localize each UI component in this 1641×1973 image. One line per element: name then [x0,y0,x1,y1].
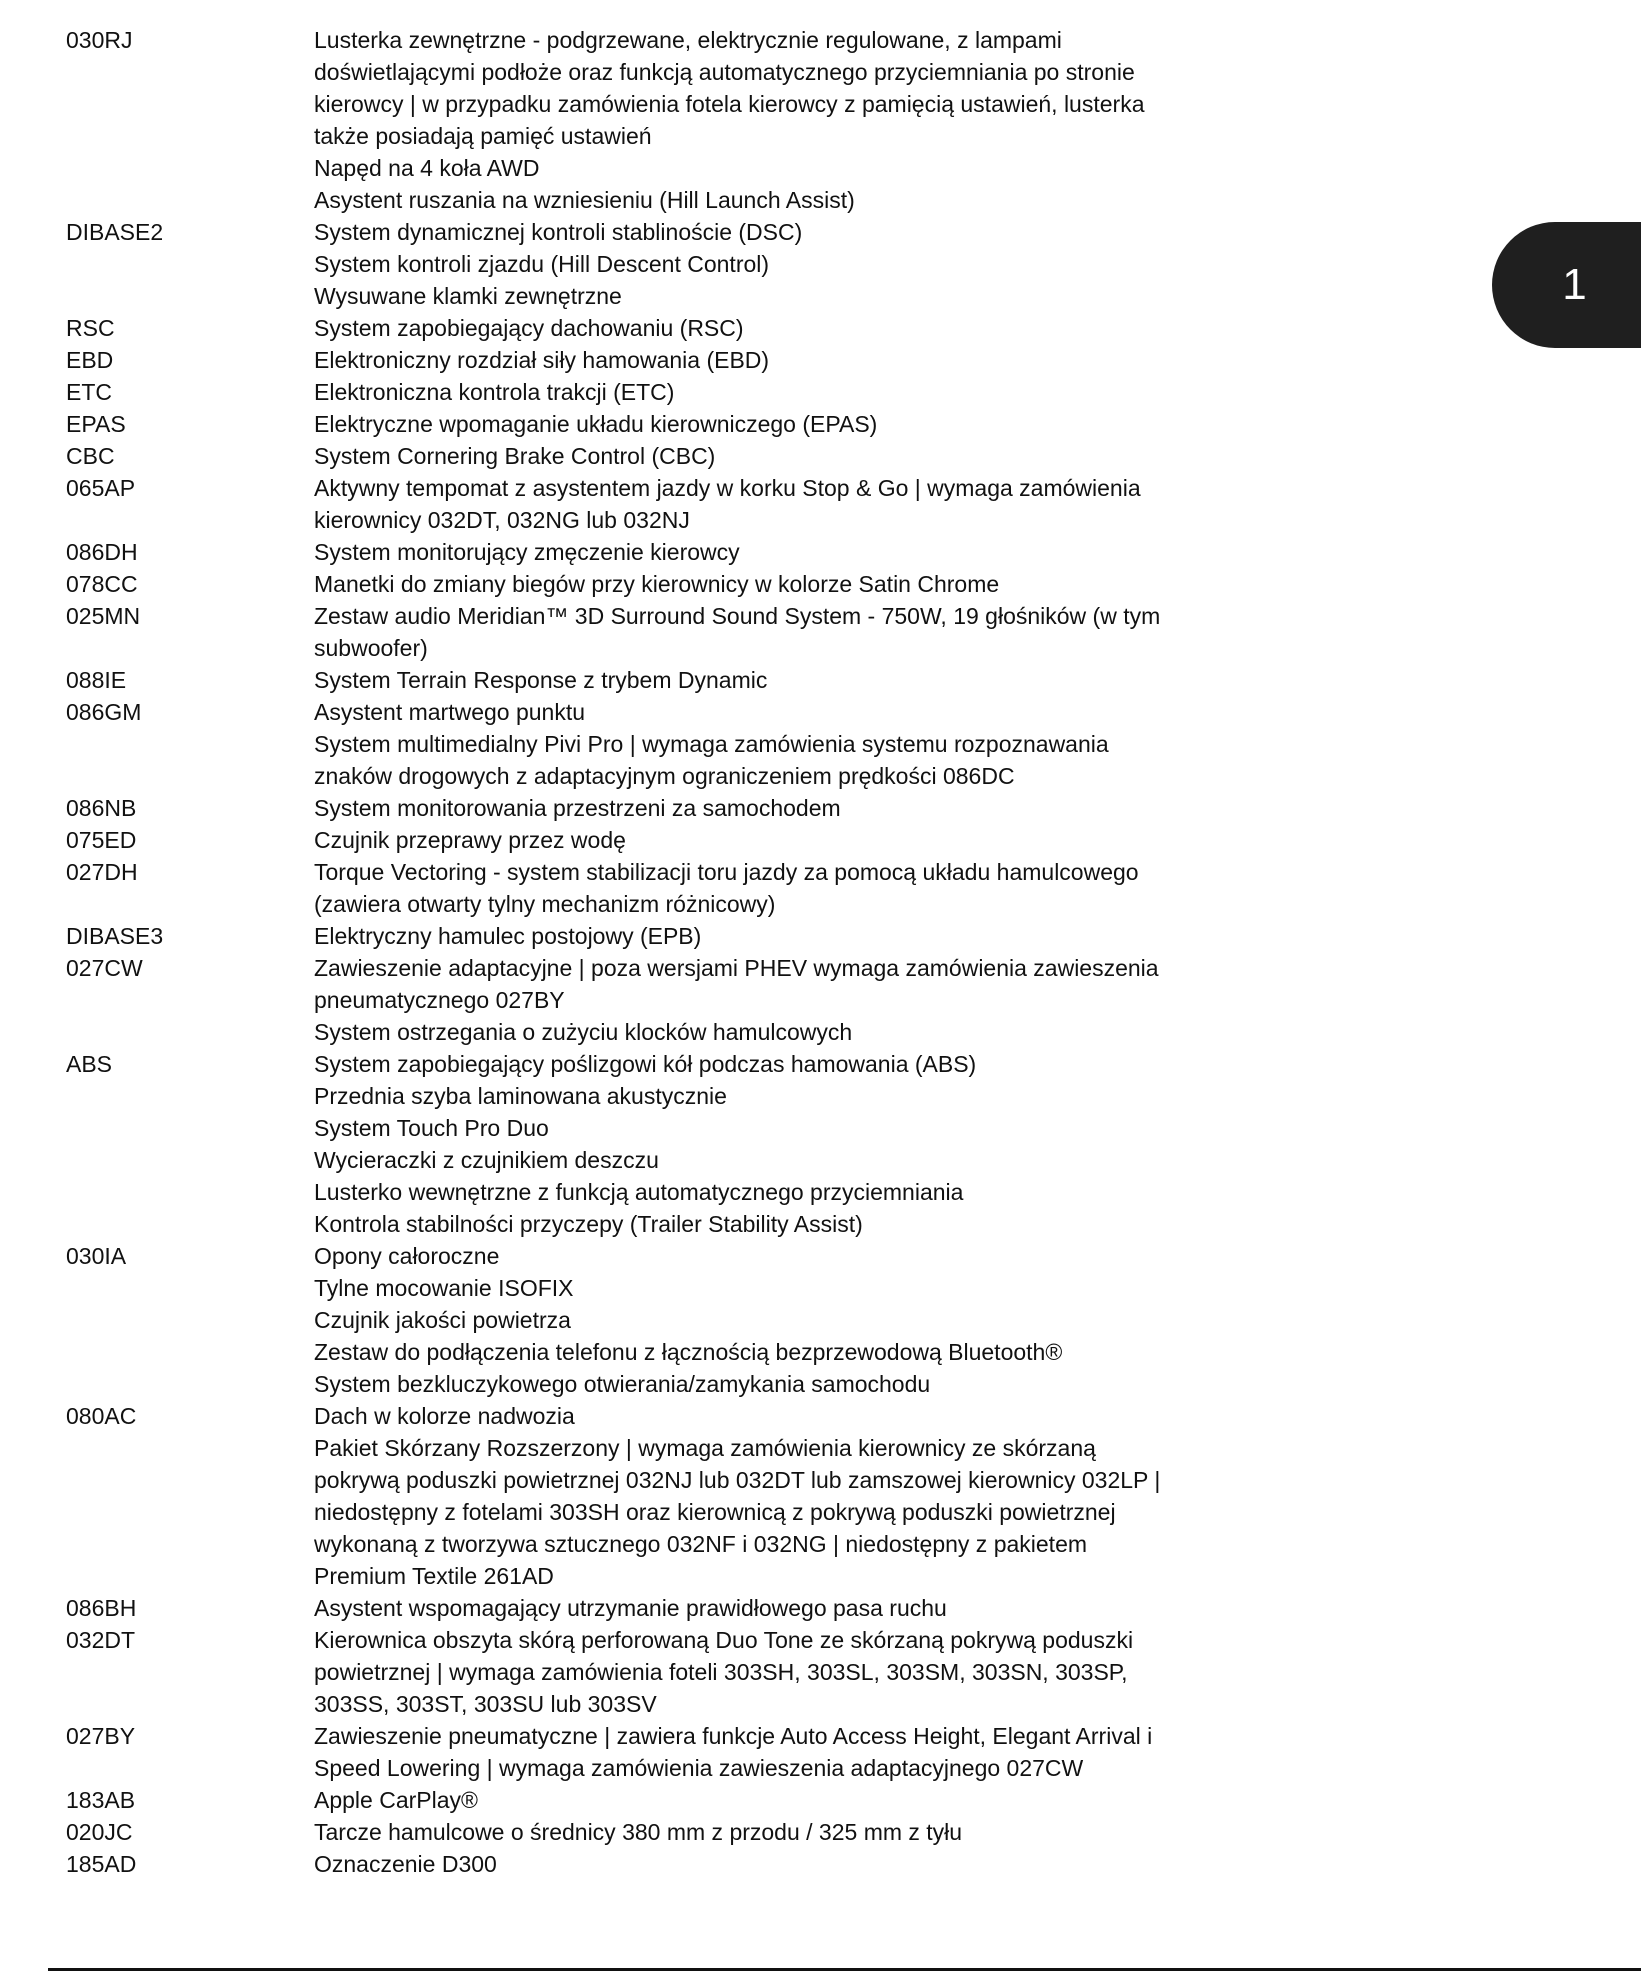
option-description [314,1432,1214,1592]
option-description [314,1400,1214,1432]
description-line: Opony całoroczne [314,1243,500,1269]
description-line: Asystent wspomagający utrzymanie prawidłowego pasa ruchu [314,1595,947,1621]
description-line: System ostrzegania o zużyciu klocków hamulcowych [314,1019,853,1045]
spec-row [66,280,1216,312]
option-description [314,1816,1214,1848]
option-description [314,1624,1214,1720]
option-description [314,600,1214,664]
description-line: Pakiet Skórzany Rozszerzony | wymaga zamówienia kierownicy ze skórzaną [314,1435,1096,1461]
description-line: Czujnik przeprawy przez wodę [314,827,626,853]
description-line: Zestaw audio Meridian™ 3D Surround Sound System - 750W, 19 głośników (w tym [314,603,1161,629]
option-code [66,1176,314,1208]
description-line: Napęd na 4 koła AWD [314,155,540,181]
option-description [314,1016,1214,1048]
spec-row [66,1432,1216,1592]
option-description [314,280,1214,312]
option-code: EBD [66,347,114,373]
description-line: Zawieszenie pneumatyczne | zawiera funkcje Auto Access Height, Elegant Arrival i [314,1723,1153,1749]
description-line: Oznaczenie D300 [314,1851,497,1877]
description-line: System kontroli zjazdu (Hill Descent Control) [314,251,770,277]
option-description [314,376,1214,408]
description-line: pokrywą poduszki powietrznej 032NJ lub 032DT lub zamszowej kierownicy 032LP | [314,1467,1161,1493]
option-description [314,824,1214,856]
description-line: 303SS, 303ST, 303SU lub 303SV [314,1691,657,1717]
spec-row [66,24,1216,152]
option-code: RSC [66,315,115,341]
description-line: System dynamicznej kontroli stablinoście (DSC) [314,219,803,245]
description-line: Zestaw do podłączenia telefonu z łącznością bezprzewodową Bluetooth® [314,1339,1063,1365]
option-description [314,696,1214,728]
spec-row [66,248,1216,280]
description-line: Elektroniczny rozdział siły hamowania (EBD) [314,347,770,373]
option-code: 027BY [66,1723,136,1749]
spec-row [66,312,1216,344]
spec-row [66,1080,1216,1112]
description-line: System Cornering Brake Control (CBC) [314,443,716,469]
description-line: wykonaną z tworzywa sztucznego 032NF i 032NG | niedostępny z pakietem [314,1531,1088,1557]
page-number: 1 [1562,260,1587,309]
description-line: subwoofer) [314,635,428,661]
description-line: System bezkluczykowego otwierania/zamykania samochodu [314,1371,931,1397]
option-description [314,536,1214,568]
description-line: Manetki do zmiany biegów przy kierownicy w kolorze Satin Chrome [314,571,1000,597]
description-line: Elektryczne wpomaganie układu kierowniczego (EPAS) [314,411,878,437]
option-description [314,664,1214,696]
spec-row [66,1336,1216,1368]
option-description [314,1720,1214,1784]
spec-row [66,728,1216,792]
option-code: CBC [66,443,115,469]
description-line: Lusterka zewnętrzne - podgrzewane, elektrycznie regulowane, z lampami [314,27,1062,53]
bottom-divider [48,1968,1641,1971]
option-code [66,1432,314,1464]
description-line: Wycieraczki z czujnikiem deszczu [314,1147,659,1173]
option-code: 183AB [66,1787,136,1813]
option-code: DIBASE2 [66,219,164,245]
option-code: 088IE [66,667,127,693]
option-code [66,1272,314,1304]
description-line: (zawiera otwarty tylny mechanizm różnicowy) [314,891,776,917]
option-code: 078CC [66,571,138,597]
option-code: ETC [66,379,112,405]
option-description [314,248,1214,280]
spec-row [66,1048,1216,1080]
option-description [314,856,1214,920]
description-line: System zapobiegający poślizgowi kół podczas hamowania (ABS) [314,1051,977,1077]
spec-row [66,1112,1216,1144]
description-line: Speed Lowering | wymaga zamówienia zawieszenia adaptacyjnego 027CW [314,1755,1084,1781]
description-line: Kierownica obszyta skórą perforowaną Duo Tone ze skórzaną pokrywą poduszki [314,1627,1134,1653]
option-code: 027DH [66,859,138,885]
description-line: System monitorujący zmęczenie kierowcy [314,539,740,565]
description-line: System Terrain Response z trybem Dynamic [314,667,768,693]
option-description [314,344,1214,376]
option-code: 086DH [66,539,138,565]
spec-row [66,1816,1216,1848]
spec-row [66,1144,1216,1176]
spec-row [66,696,1216,728]
spec-row [66,1400,1216,1432]
spec-row [66,152,1216,184]
description-line: Asystent martwego punktu [314,699,586,725]
option-code: 032DT [66,1627,136,1653]
spec-row [66,1848,1216,1880]
description-line: doświetlającymi podłoże oraz funkcją automatycznego przyciemniania po stronie [314,59,1135,85]
description-line: Elektryczny hamulec postojowy (EPB) [314,923,702,949]
description-line: System monitorowania przestrzeni za samochodem [314,795,841,821]
option-description [314,952,1214,1016]
option-description [314,1176,1214,1208]
page-number-tab[interactable] [1492,222,1641,348]
option-code: 030RJ [66,27,133,53]
option-description [314,1144,1214,1176]
option-description [314,152,1214,184]
description-line: powietrznej | wymaga zamówienia foteli 303SH, 303SL, 303SM, 303SN, 303SP, [314,1659,1128,1685]
option-description [314,1080,1214,1112]
spec-row [66,824,1216,856]
option-description [314,1048,1214,1080]
option-code: 080AC [66,1403,137,1429]
option-description [314,24,1214,152]
option-code: DIBASE3 [66,923,164,949]
option-description [314,728,1214,792]
option-code: ABS [66,1051,113,1077]
option-code [66,152,314,184]
spec-row [66,216,1216,248]
spec-row [66,952,1216,1016]
option-description [314,568,1214,600]
description-line: Czujnik jakości powietrza [314,1307,571,1333]
spec-row [66,1240,1216,1272]
option-description [314,1336,1214,1368]
option-description [314,440,1214,472]
option-description [314,1240,1214,1272]
option-description [314,1368,1214,1400]
option-code [66,1144,314,1176]
description-line: System Touch Pro Duo [314,1115,549,1141]
spec-row [66,376,1216,408]
option-code [66,248,314,280]
option-code: 030IA [66,1243,127,1269]
spec-row [66,1016,1216,1048]
spec-row [66,1592,1216,1624]
option-description [314,408,1214,440]
option-description [314,216,1214,248]
option-code [66,1112,314,1144]
description-line: pneumatycznego 027BY [314,987,565,1013]
option-code [66,1080,314,1112]
option-code [66,184,314,216]
option-description [314,472,1214,536]
description-line: Aktywny tempomat z asystentem jazdy w korku Stop & Go | wymaga zamówienia [314,475,1141,501]
description-line: Wysuwane klamki zewnętrzne [314,283,622,309]
spec-row [66,1720,1216,1784]
option-code: 185AD [66,1851,137,1877]
description-line: Przednia szyba laminowana akustycznie [314,1083,727,1109]
spec-row [66,408,1216,440]
option-description [314,920,1214,952]
option-code [66,280,314,312]
spec-row [66,856,1216,920]
description-line: Zawieszenie adaptacyjne | poza wersjami PHEV wymaga zamówienia zawieszenia [314,955,1159,981]
description-line: Premium Textile 261AD [314,1563,554,1589]
description-line: znaków drogowych z adaptacyjnym ograniczeniem prędkości 086DC [314,763,1015,789]
description-line: System multimedialny Pivi Pro | wymaga zamówienia systemu rozpoznawania [314,731,1109,757]
option-code: 025MN [66,603,141,629]
option-description [314,1208,1214,1240]
option-description [314,1272,1214,1304]
spec-row [66,920,1216,952]
option-description [314,792,1214,824]
spec-row [66,1208,1216,1240]
option-code: 086BH [66,1595,137,1621]
description-line: także posiadają pamięć ustawień [314,123,652,149]
spec-row [66,600,1216,664]
description-line: Tylne mocowanie ISOFIX [314,1275,574,1301]
spec-row [66,344,1216,376]
spec-row [66,1304,1216,1336]
option-description [314,1112,1214,1144]
option-description [314,1304,1214,1336]
spec-row [66,472,1216,536]
option-code: 086GM [66,699,142,725]
description-line: niedostępny z fotelami 303SH oraz kierownicą z pokrywą poduszki powietrznej [314,1499,1116,1525]
option-code [66,1016,314,1048]
option-code: 027CW [66,955,143,981]
option-code [66,1336,314,1368]
description-line: Elektroniczna kontrola trakcji (ETC) [314,379,675,405]
description-line: Kontrola stabilności przyczepy (Trailer Stability Assist) [314,1211,863,1237]
option-code [66,1304,314,1336]
description-line: kierownicy 032DT, 032NG lub 032NJ [314,507,690,533]
spec-row [66,184,1216,216]
option-code: 086NB [66,795,137,821]
spec-row [66,536,1216,568]
option-code: 075ED [66,827,137,853]
spec-row [66,440,1216,472]
description-line: Dach w kolorze nadwozia [314,1403,575,1429]
option-description [314,312,1214,344]
description-line: Torque Vectoring - system stabilizacji toru jazdy za pomocą układu hamulcowego [314,859,1139,885]
description-line: Tarcze hamulcowe o średnicy 380 mm z przodu / 325 mm z tyłu [314,1819,963,1845]
spec-row [66,664,1216,696]
spec-row [66,1176,1216,1208]
option-code [66,728,314,760]
spec-row [66,1624,1216,1720]
option-code: EPAS [66,411,126,437]
option-code: 020JC [66,1819,133,1845]
description-line: Apple CarPlay® [314,1787,478,1813]
equipment-list [66,24,1216,1880]
spec-row [66,1784,1216,1816]
description-line: System zapobiegający dachowaniu (RSC) [314,315,744,341]
option-code [66,1208,314,1240]
option-code: 065AP [66,475,136,501]
option-description [314,1784,1214,1816]
option-description [314,1592,1214,1624]
option-description [314,1848,1214,1880]
option-code [66,1368,314,1400]
option-description [314,184,1214,216]
spec-row [66,568,1216,600]
description-line: Asystent ruszania na wzniesieniu (Hill Launch Assist) [314,187,855,213]
spec-row [66,1368,1216,1400]
description-line: Lusterko wewnętrzne z funkcją automatycznego przyciemniania [314,1179,964,1205]
spec-row [66,792,1216,824]
spec-row [66,1272,1216,1304]
description-line: kierowcy | w przypadku zamówienia fotela kierowcy z pamięcią ustawień, lusterka [314,91,1145,117]
